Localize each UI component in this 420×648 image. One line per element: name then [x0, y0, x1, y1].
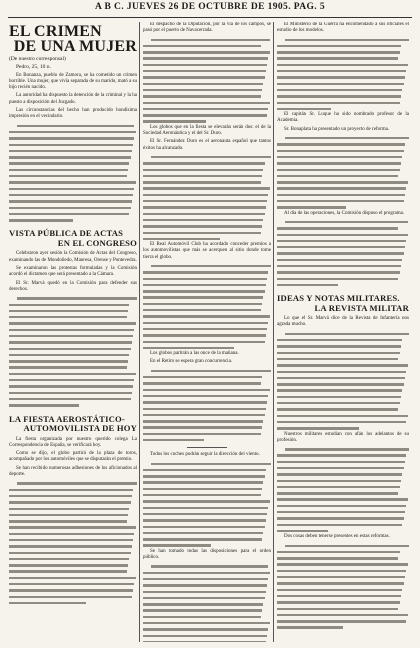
page-header-text: A B C. JUEVES 26 DE OCTUBRE DE 1905. PAG. 5: [94, 2, 325, 12]
text-line: [277, 55, 409, 61]
text-line: [9, 383, 137, 389]
text-line: [143, 37, 271, 43]
text-line: [9, 142, 137, 148]
crime-paragraph-1: En Bonanza, pueblo de Zamora, se ha cometido un crimen horrible. Una mujer, que vivía separada de su marido, mató a su hijo recién nacido.: [9, 72, 137, 91]
text-line: [277, 37, 409, 43]
col2-body-text-d: [143, 368, 271, 444]
column-3: [277, 22, 409, 642]
col3-body-text-c: [277, 219, 409, 288]
text-line: [277, 561, 409, 567]
text-line: [277, 269, 409, 275]
military-paragraph-3: Dos cosas deben tenerse presentes en estas reformas.: [284, 534, 390, 540]
text-line: [277, 543, 409, 549]
text-line: [277, 362, 409, 368]
col2-paragraph-3: El Sr. Fernández Duro es el aeronauta español que tantos éxitos ha alcanzado.: [143, 139, 271, 151]
text-line: [277, 471, 409, 477]
column-1: [9, 22, 137, 642]
col2-body-text-c: [143, 263, 271, 351]
text-line: [143, 160, 271, 166]
text-line: [9, 160, 137, 166]
text-line: [143, 633, 271, 639]
military-paragraph-2: Nuestros militares estudian con afán los adelantos de su profesión.: [277, 431, 409, 443]
balloon-fest-paragraph-2: Como se dijo, el globo partirá de la plaza de toros, acompañado por los automóviles que se disputarán el premio.: [9, 451, 137, 463]
text-line: [277, 276, 409, 282]
text-line: [277, 282, 409, 288]
text-line: [277, 100, 409, 106]
text-line: [277, 387, 409, 393]
text-line: [9, 524, 137, 530]
text-line: [143, 269, 271, 275]
col2-paragraph-4: El Real Automóvil Club ha acordado conceder premios a los automovilistas que más se acerquen al sitio donde tome tierra el globo.: [143, 242, 271, 260]
col3-paragraph-3: Sr. Bonaplata ha presentado un proyecto de reforma.: [284, 126, 390, 132]
balloon-fest-paragraph-1: La fiesta organizada por nuestro querido colega La Correspondencia de España, se verificará hoy.: [9, 436, 137, 448]
text-line: [9, 320, 137, 326]
text-line: [143, 211, 271, 217]
text-line: [9, 543, 137, 549]
text-line: [277, 232, 409, 238]
col2-body-text-e: [143, 461, 271, 549]
text-line: [277, 250, 409, 256]
text-line: [143, 570, 271, 576]
col2-paragraph-2: Los globos que en la fiesta se elevarán serán dos: el de la Sociedad Aeronáutica y el del Sr. Duro.: [143, 124, 271, 137]
text-line: [9, 198, 137, 204]
text-line: [9, 487, 137, 493]
balloon-fest-body-text: [9, 480, 137, 606]
text-line: [9, 217, 137, 223]
col2-paragraph-7: Todos los coches podrán seguir la dirección del viento.: [150, 452, 260, 458]
text-line: [143, 185, 271, 191]
text-line: [9, 600, 137, 606]
crime-dateline: Pedro, 25, 10 n.: [16, 64, 51, 71]
text-line: [143, 230, 271, 236]
crime-paragraph-3: Las circunstancias del hecho han producido hondísima impresión en el vecindario.: [9, 108, 137, 120]
text-line: [9, 346, 137, 352]
text-line: [9, 499, 137, 505]
text-line: [143, 639, 271, 642]
text-line: [9, 135, 137, 141]
text-line: [143, 387, 271, 393]
col2-paragraph-8: Se han tomado todas las disposiciones para el orden público.: [143, 548, 271, 561]
text-line: [143, 563, 271, 569]
text-line: [9, 402, 137, 408]
text-line: [143, 517, 271, 523]
column-divider-2: [273, 22, 274, 642]
crime-body-text: [9, 123, 137, 224]
text-line: [143, 424, 271, 430]
text-line: [277, 369, 409, 375]
congress-paragraph-1: Celebraron ayer sesión la Comisión de Actas del Congreso, examinando las de Mondoñedo, Manresa, Orense y Pontevedra.: [9, 251, 137, 263]
text-line: [9, 302, 137, 308]
text-line: [143, 93, 271, 99]
text-line: [143, 498, 271, 504]
text-line: [9, 179, 137, 185]
military-paragraph-1: Lo que el Sr. Marvá dice de la Revista de Infantería nos agrada mucho.: [277, 316, 409, 328]
col2-paragraph-5: Los globos partirán a las once de la mañana.: [150, 351, 239, 357]
text-line: [277, 515, 409, 521]
text-line: [277, 160, 409, 166]
text-line: [277, 413, 409, 419]
col2-separator: [187, 447, 227, 448]
col2-body-text-a: [143, 37, 271, 125]
text-line: [143, 204, 271, 210]
text-line: [143, 589, 271, 595]
col3-body-text-b: [277, 135, 409, 211]
text-line: [143, 74, 271, 80]
text-line: [9, 364, 137, 370]
text-line: [143, 461, 271, 467]
text-line: [143, 276, 271, 282]
text-line: [143, 313, 271, 319]
text-line: [9, 568, 137, 574]
text-line: [143, 100, 271, 106]
column-2: [143, 22, 271, 642]
military-body-text-c: [277, 543, 409, 631]
text-line: [143, 167, 271, 173]
congress-paragraph-3: El Sr. Marvá quedó en la Comisión para defender sus derechos.: [9, 280, 137, 292]
crime-headline-line1: EL CRIMEN: [9, 23, 102, 40]
page-header: [0, 2, 420, 16]
col2-body-text-f: [143, 563, 271, 642]
military-body-text-a: [277, 331, 409, 432]
congress-headline: VISTA PÚBLICA DE ACTAS EN EL CONGRESO: [9, 228, 137, 248]
text-line: [143, 339, 271, 345]
text-line: [277, 93, 409, 99]
text-line: [9, 587, 137, 593]
text-line: [9, 550, 137, 556]
text-line: [277, 478, 409, 484]
text-line: [143, 399, 271, 405]
text-line: [277, 606, 409, 612]
col3-paragraph-2: El capitán Sr. Luque ha sido nombrado profesor de la Academia.: [277, 112, 409, 124]
text-line: [277, 624, 409, 630]
text-line: [143, 479, 271, 485]
balloon-fest-headline: LA FIESTA AEROSTÁTICO- AUTOMOVILISTA DE HOY: [9, 413, 137, 434]
text-line: [143, 223, 271, 229]
text-line: [277, 580, 409, 586]
text-line: [143, 406, 271, 412]
text-line: [143, 332, 271, 338]
text-line: [143, 437, 271, 443]
crime-paragraph-2: La autoridad ha dispuesto la detención de la criminal y la ha puesto a disposición del Juzgado.: [9, 93, 137, 105]
text-line: [9, 186, 137, 192]
col2-paragraph-1: El despacho de la Diputación, por la vía de los campos, se pasó por el puerto de Navacerrada.: [143, 22, 271, 34]
col2-paragraph-6: En el Retiro se espera gran concurrencia.: [150, 359, 233, 365]
col3-paragraph-4: Al día de las operaciones, la Comisión dispuso el programa.: [284, 210, 405, 216]
text-line: [277, 599, 409, 605]
text-line: [9, 295, 137, 301]
text-line: [9, 205, 137, 211]
text-line: [277, 406, 409, 412]
congress-paragraph-2: Se examinaron las protestas formuladas y la Comisión acordó el dictamen que será presentado a la Cámara.: [9, 266, 137, 278]
text-line: [143, 582, 271, 588]
text-line: [143, 294, 271, 300]
congress-body-text: [9, 295, 137, 408]
column-divider-1: [139, 22, 140, 642]
text-line: [143, 55, 271, 61]
text-line: [143, 524, 271, 530]
text-line: [277, 225, 409, 231]
text-line: [143, 380, 271, 386]
text-line: [143, 607, 271, 613]
text-line: [277, 496, 409, 502]
text-line: [277, 141, 409, 147]
text-line: [277, 148, 409, 154]
crime-headline: [9, 24, 137, 54]
text-line: [9, 339, 137, 345]
text-line: [143, 626, 271, 632]
military-body-text-b: [277, 446, 409, 534]
text-line: [9, 506, 137, 512]
col3-body-text-a: [277, 37, 409, 113]
col2-body-text-b: [143, 154, 271, 242]
text-line: [277, 343, 409, 349]
header-rule: [8, 17, 412, 18]
text-line: [277, 185, 409, 191]
crime-headline-line2: DE UNA MUJER: [13, 38, 137, 55]
text-line: [277, 74, 409, 80]
military-headline: IDEAS Y NOTAS MILITARES. LA REVISTA MILITAR: [277, 293, 409, 313]
text-line: [9, 480, 137, 486]
crime-byline: (De nuestro corresponsal): [9, 56, 66, 62]
text-line: [277, 587, 409, 593]
balloon-fest-paragraph-3: Se han recibido numerosas adhesiones de los aficionados al deporte.: [9, 465, 137, 478]
text-line: [277, 167, 409, 173]
col3-paragraph-1: El Ministerio de la Guerra ha encomendado a sus oficiales el estudio de los modelos.: [277, 22, 409, 34]
text-line: [277, 452, 409, 458]
